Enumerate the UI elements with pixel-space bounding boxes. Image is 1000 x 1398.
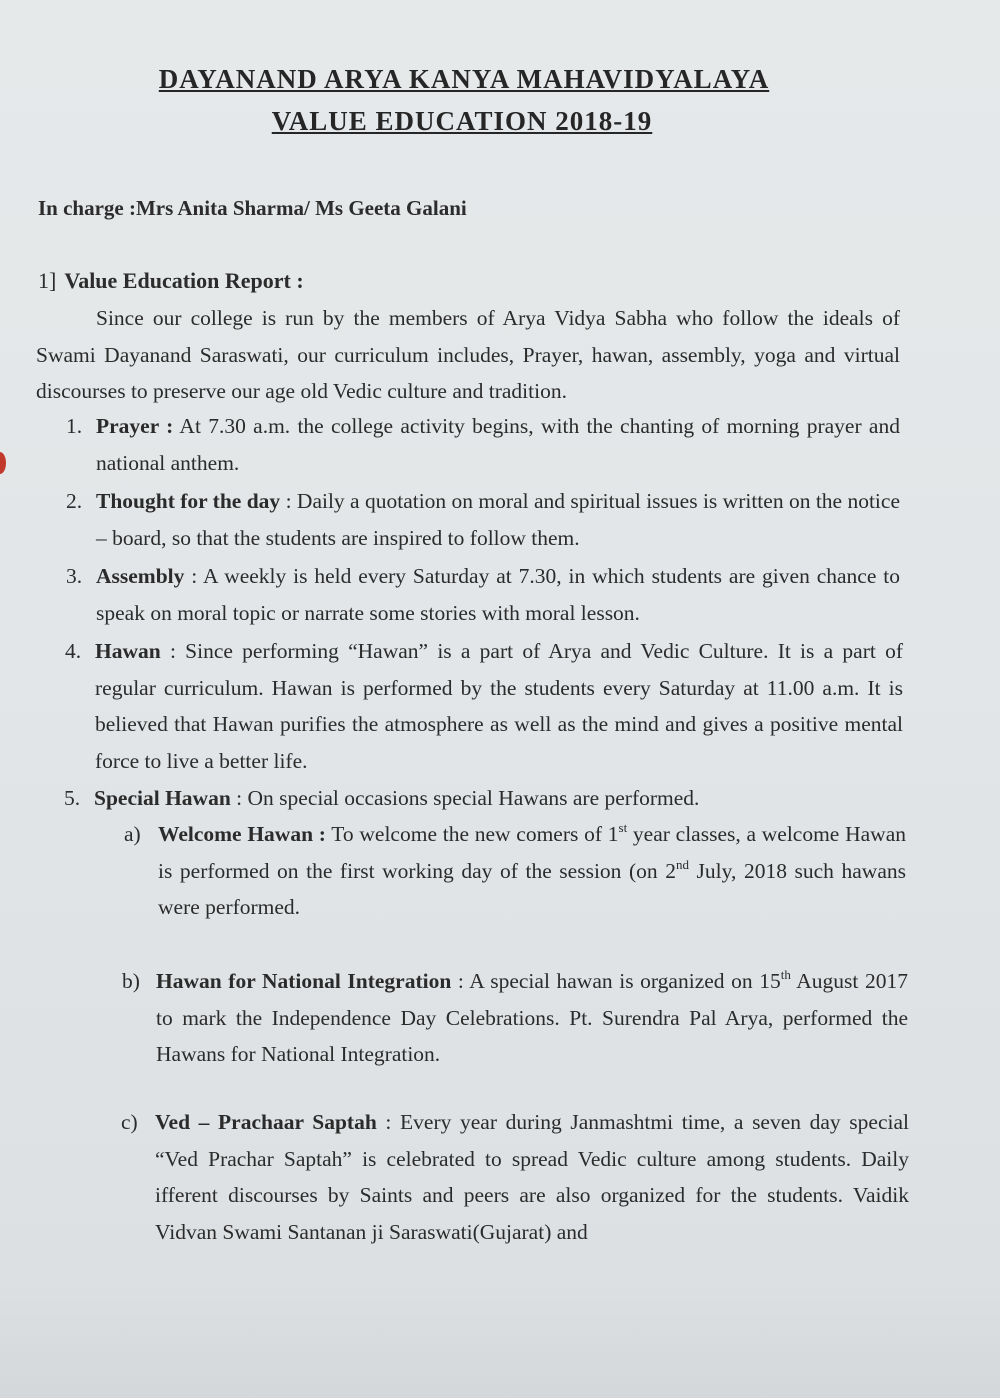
- item-text: : Since performing “Hawan” is a part of Arya and Vedic Culture. It is a part of regular curriculum. Hawan is performed by the students every Saturday at 11.00 a.m. It is believed that Hawan purifies the atmosphere as well as the mind and gives a positive mental force to live a better life.: [95, 639, 903, 773]
- ordinal-suffix: nd: [675, 856, 689, 872]
- list-item: [66, 408, 900, 481]
- sub-item-title: Ved – Prachaar Saptah: [155, 1110, 377, 1134]
- college-title: DAYANAND ARYA KANYA MAHAVIDYALAYA: [158, 64, 770, 94]
- sub-item-letter: c): [121, 1110, 138, 1134]
- sub-item-text: : A special hawan is organized on 15: [451, 969, 781, 993]
- ordinal-suffix: st: [618, 820, 628, 835]
- item-title: Hawan: [95, 639, 161, 663]
- section-number: 1]: [38, 268, 57, 293]
- list-item: [66, 558, 900, 631]
- ordinal-suffix: th: [780, 967, 791, 982]
- sub-item: [121, 1104, 910, 1250]
- sub-item-text: July, 2018 such hawans were performed.: [158, 858, 906, 919]
- incharge-line: In charge :Mrs Anita Sharma/ Ms Geeta Galani: [38, 196, 467, 220]
- item-title: Special Hawan: [94, 786, 231, 810]
- item-text: : On special occasions special Hawans are performed.: [230, 786, 700, 810]
- sub-item-text: : Every year during Janmashtmi time, a seven day special “Ved Prachar Saptah” is celebrated to spread Vedic culture among students. Daily ifferent discourses by Saints and peers are also organized for the students. Vaidik Vidvan Swami Santanan ji Saraswati(Gujarat) and: [155, 1110, 910, 1244]
- item-number: 1.: [66, 414, 83, 438]
- list-item: [64, 780, 902, 817]
- sub-item-title: Hawan for National Integration: [156, 969, 452, 993]
- item-number: 3.: [66, 564, 83, 588]
- list-item: [66, 483, 900, 556]
- intro-paragraph: Since our college is run by the members of Arya Vidya Sabha who follow the ideals of Swami Dayanand Saraswati, our curriculum includes, Prayer, hawan, assembly, yoga and virtual discourses to preserve our age old Vedic culture and tradition.: [36, 306, 900, 403]
- item-number: 4.: [65, 639, 82, 663]
- sub-item-title: Welcome Hawan :: [158, 822, 326, 846]
- sub-item-letter: b): [122, 969, 140, 993]
- page-shadow: [0, 1278, 1000, 1398]
- report-title: VALUE EDUCATION 2018-19: [271, 106, 653, 136]
- sub-item-text: To welcome the new comers of 1: [325, 822, 619, 846]
- item-title: Assembly: [96, 564, 185, 588]
- item-title: Thought for the day: [96, 489, 281, 513]
- sub-item: [124, 816, 906, 926]
- section-title: Value Education Report :: [64, 268, 304, 293]
- item-text: : Daily a quotation on moral and spiritual issues is written on the notice – board, so that the students are inspired to follow them.: [96, 489, 900, 550]
- red-margin-mark: [0, 452, 6, 474]
- sub-item: [122, 963, 908, 1073]
- item-text: At 7.30 a.m. the college activity begins, with the chanting of morning prayer and national anthem.: [96, 414, 900, 475]
- item-number: 5.: [64, 786, 81, 810]
- list-item: [65, 633, 903, 779]
- item-title: Prayer :: [96, 414, 174, 438]
- sub-item-text: year classes, a welcome Hawan is performed on the first working day of the session (on 2: [158, 822, 906, 883]
- item-number: 2.: [66, 489, 83, 513]
- section-heading: [38, 268, 304, 294]
- sub-item-letter: a): [124, 822, 141, 846]
- sub-item-text: August 2017 to mark the Independence Day Celebrations. Pt. Surendra Pal Arya, performed the Hawans for National Integration.: [156, 969, 908, 1066]
- item-text: : A weekly is held every Saturday at 7.30, in which students are given chance to speak on moral topic or narrate some stories with moral lesson.: [96, 564, 900, 625]
